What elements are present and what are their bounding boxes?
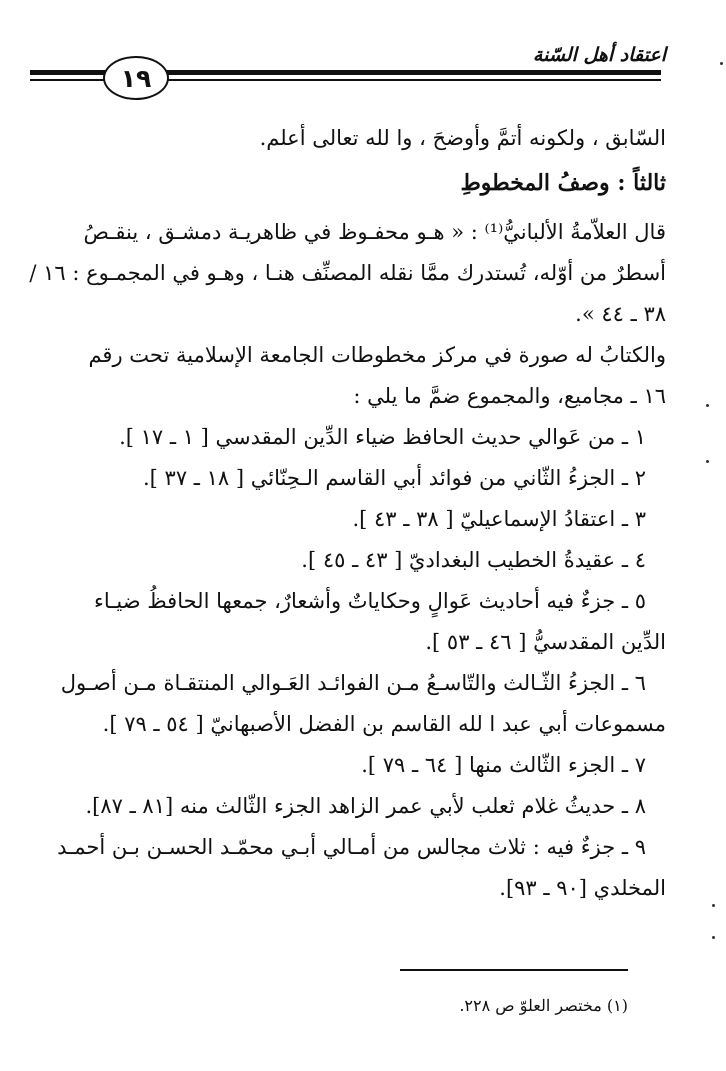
body-line: أسطرٌ من أوّله، تُستدرك ممَّا نقله المصنِّف هنـا ، وهـو في المجمـوع : ١٦ / bbox=[29, 261, 666, 285]
body-line: ٣٨ ـ ٤٤ ». bbox=[575, 302, 666, 326]
list-item: ١ ـ من عَوالي حديث الحافظ ضياء الدِّين المقدسي [ ١ ـ ١٧ ]. bbox=[119, 425, 646, 449]
margin-mark bbox=[706, 404, 709, 407]
list-item: ٥ ـ جزءٌ فيه أحاديث عَوالٍ وحكاياتٌ وأشعارٌ، جمعها الحافظُ ضيـاء bbox=[93, 589, 646, 613]
list-item: ٧ ـ الجزء الثّالث منها [ ٦٤ ـ ٧٩ ]. bbox=[361, 753, 646, 777]
list-item: ٤ ـ عقيدةُ الخطيب البغداديّ [ ٤٣ ـ ٤٥ ]. bbox=[301, 548, 646, 572]
footnote: (١) مختصر العلوّ ص ٢٢٨. bbox=[459, 996, 628, 1015]
running-title: اعتقاد أهل السّنة bbox=[532, 44, 666, 66]
list-item: ٣ ـ اعتقادُ الإسماعيليّ [ ٣٨ ـ ٤٣ ]. bbox=[352, 507, 646, 531]
margin-mark bbox=[712, 936, 715, 939]
margin-mark bbox=[706, 460, 709, 463]
body-line: السّابق ، ولكونه أتمَّ وأوضحَ ، وا لله تعالى أعلم. bbox=[259, 126, 666, 150]
list-item: ٦ ـ الجزءُ الثّـالث والتّاسـعُ مـن الفوائـد العَـوالي المنتقـاة مـن أصـول bbox=[60, 671, 646, 695]
body-line: قال العلاّمةُ الألبانيُّ⁽¹⁾ : « هـو محفـوظ في ظاهريـة دمشـق ، ينقـصُ bbox=[83, 220, 666, 244]
margin-mark bbox=[712, 904, 715, 907]
list-item: ٩ ـ جزءٌ فيه : ثلاث مجالس من أمـالي أبـي محمّـد الحسـن بـن أحمـد bbox=[57, 835, 646, 859]
list-item-continuation: مسموعات أبي عبد ا لله القاسم بن الفضل الأصبهانيّ [ ٥٤ ـ ٧٩ ]. bbox=[102, 712, 666, 736]
list-item-continuation: الدِّين المقدسيُّ [ ٤٦ ـ ٥٣ ]. bbox=[425, 630, 666, 654]
list-item: ٢ ـ الجزءُ الثّاني من فوائد أبي القاسم الـحِنّائي [ ١٨ ـ ٣٧ ]. bbox=[143, 466, 646, 490]
margin-mark bbox=[720, 62, 723, 65]
page-number: ١٩ bbox=[103, 56, 169, 100]
body-text bbox=[29, 118, 666, 909]
body-line: والكتابُ له صورة في مركز مخطوطات الجامعة الإسلامية تحت رقم bbox=[88, 343, 666, 367]
list-item-continuation: المخلدي [٩٠ ـ ٩٣]. bbox=[499, 876, 666, 900]
section-heading: ثالثاً : وصفُ المخطوطِ bbox=[460, 170, 666, 196]
list-item: ٨ ـ حديثُ غلام ثعلب لأبي عمر الزاهد الجزء الثّالث منه [٨١ ـ ٨٧]. bbox=[85, 794, 646, 818]
body-line: ١٦ ـ مجاميع، والمجموع ضمَّ ما يلي : bbox=[353, 384, 666, 408]
footnote-separator bbox=[400, 969, 628, 971]
